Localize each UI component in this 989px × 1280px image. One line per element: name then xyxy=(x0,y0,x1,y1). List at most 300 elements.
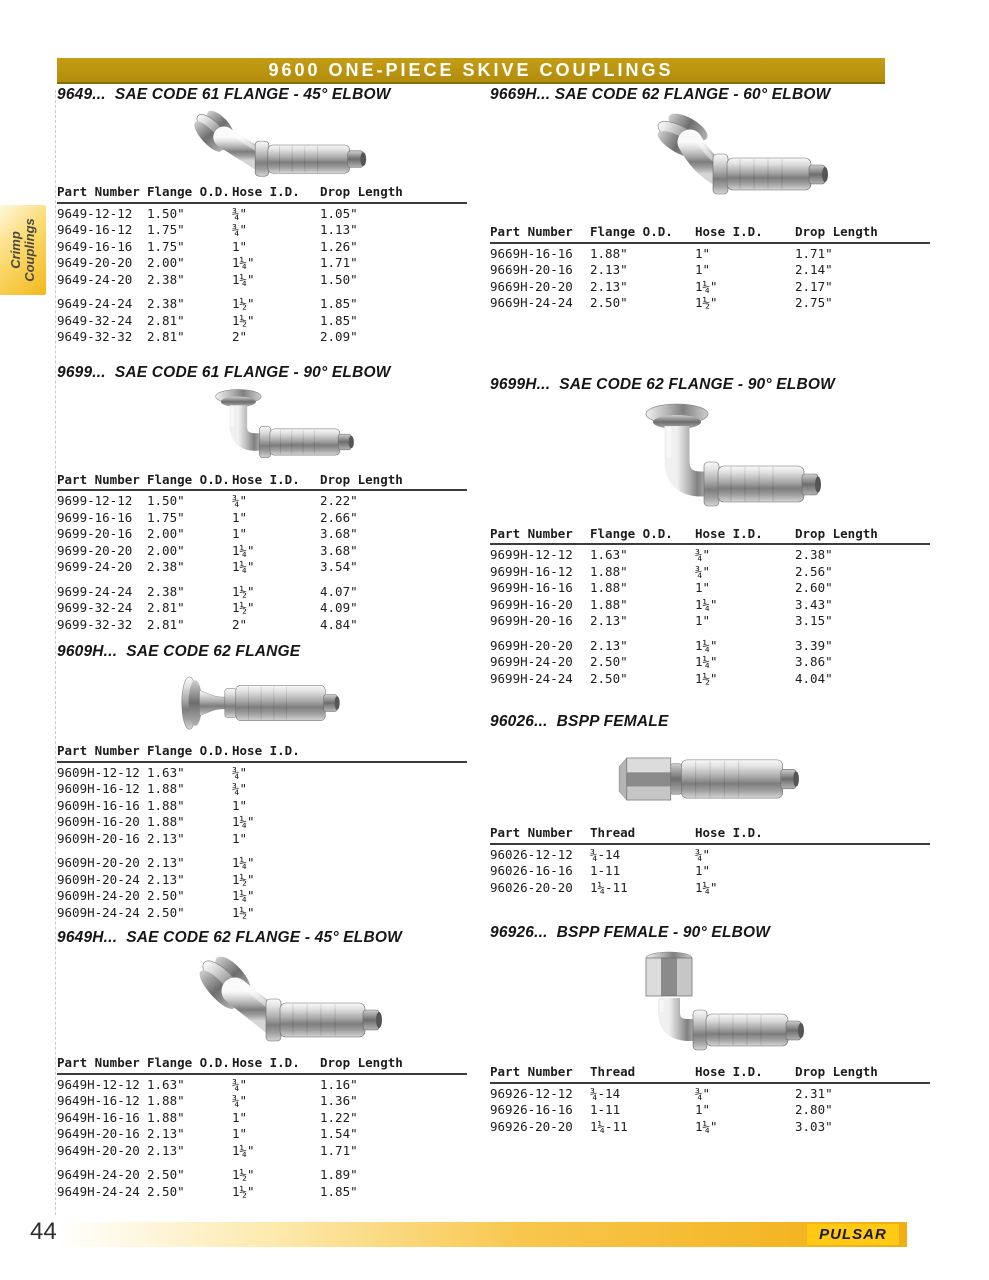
table-cell: 1¼-11 xyxy=(590,1118,628,1134)
table-cell: 1½" xyxy=(232,871,255,887)
section-9609H xyxy=(57,643,467,921)
section-title: 9699... SAE CODE 61 FLANGE - 90° ELBOW xyxy=(57,363,391,381)
section-9669H xyxy=(490,86,930,312)
table-cell: 2.38" xyxy=(795,547,833,562)
table-cell: 1.50" xyxy=(147,493,185,508)
column-header: Drop Length xyxy=(795,525,878,541)
table-cell: 9699H-16-12 xyxy=(490,563,573,579)
table-row xyxy=(490,547,930,564)
table-cell: 2.81" xyxy=(147,329,185,344)
section-96026 xyxy=(490,713,930,896)
table-row xyxy=(57,1184,467,1201)
table-cell: 1½" xyxy=(232,312,255,328)
column-header: Hose I.D. xyxy=(695,525,763,541)
table-cell: 1" xyxy=(695,580,711,595)
table-cell: 9649-32-32 xyxy=(57,329,133,344)
table-row xyxy=(57,584,467,601)
table-cell: 3.68" xyxy=(320,542,358,558)
table-cell: 9649-16-16 xyxy=(57,238,133,254)
column-header: Part Number xyxy=(57,1055,140,1070)
section-9699 xyxy=(57,364,467,634)
table-cell: 96926-12-12 xyxy=(490,1085,573,1101)
column-header: Hose I.D. xyxy=(232,743,300,758)
table-row xyxy=(57,255,467,272)
table-cell: 2.13" xyxy=(590,262,628,277)
table-cell: ¾" xyxy=(695,846,711,862)
table-cell: 9649H-20-16 xyxy=(57,1126,140,1141)
bspp-female-90-elbow-fitting-illustration xyxy=(585,946,835,1062)
table-cell: 2.50" xyxy=(147,1167,185,1182)
table-cell: 2" xyxy=(232,329,248,344)
table-row xyxy=(490,847,930,864)
table-cell: 2.50" xyxy=(147,1183,185,1199)
table-cell: 96026-16-16 xyxy=(490,863,573,878)
column-header: Thread xyxy=(590,1064,636,1079)
table-row xyxy=(57,798,467,815)
section-title: 9699H... SAE CODE 62 FLANGE - 90° ELBOW xyxy=(490,375,835,393)
table-cell: 1.71" xyxy=(795,245,833,261)
table-cell: ¾" xyxy=(695,1085,711,1101)
table-cell: 1½" xyxy=(695,295,718,310)
section-title: 9669H... SAE CODE 62 FLANGE - 60° ELBOW xyxy=(490,86,831,103)
spec-table-96926 xyxy=(490,1064,930,1135)
table-cell: 1" xyxy=(695,613,711,628)
table-cell: 1¼" xyxy=(695,1118,718,1134)
table-cell: 1" xyxy=(232,526,248,541)
table-cell: 2.14" xyxy=(795,262,833,277)
table-cell: 9699H-16-20 xyxy=(490,596,573,612)
table-cell: 2.00" xyxy=(147,526,185,541)
table-cell: 1.36" xyxy=(320,1093,358,1108)
table-cell: ¾" xyxy=(232,1076,248,1092)
table-cell: 9649-24-20 xyxy=(57,271,133,287)
table-cell: 1.88" xyxy=(590,596,628,612)
table-row xyxy=(490,671,930,688)
column-header: Part Number xyxy=(490,224,573,239)
bspp-female-fitting-illustration xyxy=(585,735,835,823)
table-cell: 9699-32-24 xyxy=(57,600,133,615)
table-cell: 1.75" xyxy=(147,238,185,254)
spec-table-96026 xyxy=(490,825,930,896)
table-row xyxy=(57,272,467,289)
table-cell: 9649H-16-16 xyxy=(57,1109,140,1125)
table-row xyxy=(57,313,467,330)
table-cell: 9669H-20-16 xyxy=(490,262,573,277)
table-cell: 2.66" xyxy=(320,509,358,525)
column-header: Part Number xyxy=(57,743,140,758)
table-cell: 1" xyxy=(695,245,711,261)
table-cell: 1.89" xyxy=(320,1167,358,1182)
table-cell: 1" xyxy=(695,262,711,277)
table-cell: 1¼" xyxy=(232,559,255,574)
column-header: Flange O.D. xyxy=(147,184,230,199)
table-row xyxy=(57,1077,467,1094)
table-cell: 1.63" xyxy=(147,764,185,780)
table-cell: 2.38" xyxy=(147,559,185,574)
column-header: Part Number xyxy=(57,184,140,199)
90-elbow-fitting-illustration xyxy=(585,398,835,524)
column-header: Part Number xyxy=(490,825,573,840)
section-title: 96026... BSPP FEMALE xyxy=(490,713,669,730)
section-9649 xyxy=(57,86,467,346)
table-cell: 1½" xyxy=(695,670,718,686)
table-row xyxy=(57,1143,467,1160)
section-96926 xyxy=(490,924,930,1135)
table-cell: 1¼" xyxy=(695,879,718,895)
table-row xyxy=(57,206,467,223)
table-cell: 1¼" xyxy=(695,278,718,294)
table-cell: 1¼" xyxy=(232,855,255,870)
column-header: Hose I.D. xyxy=(695,224,763,239)
section-9699H xyxy=(490,376,930,688)
table-cell: 9649-24-24 xyxy=(57,296,133,311)
table-row xyxy=(490,654,930,671)
table-row xyxy=(490,246,930,263)
table-cell: 4.07" xyxy=(320,583,358,599)
table-cell: 9669H-20-20 xyxy=(490,278,573,294)
table-row xyxy=(57,493,467,510)
table-cell: ¾" xyxy=(232,222,248,237)
table-cell: 96926-20-20 xyxy=(490,1118,573,1134)
pulsar-logo xyxy=(807,1224,899,1245)
table-cell: 1.88" xyxy=(590,580,628,595)
table-row xyxy=(57,617,467,634)
table-cell: 2.00" xyxy=(147,542,185,558)
table-header-row xyxy=(57,1055,467,1075)
table-row xyxy=(57,222,467,239)
spec-table-9649H xyxy=(57,1055,467,1200)
table-cell: 9699-12-12 xyxy=(57,493,133,508)
table-cell: 9649H-16-12 xyxy=(57,1093,140,1108)
table-row xyxy=(490,613,930,630)
table-cell: ¾" xyxy=(232,493,248,508)
section-title: 9609H... SAE CODE 62 FLANGE xyxy=(57,643,301,660)
table-cell: 2.81" xyxy=(147,600,185,615)
table-cell: 1.50" xyxy=(320,271,358,287)
table-cell: 2.50" xyxy=(590,295,628,310)
table-cell: 1" xyxy=(232,509,248,525)
table-cell: 9699H-12-12 xyxy=(490,547,573,562)
table-cell: 9649-20-20 xyxy=(57,255,133,270)
table-cell: 1.16" xyxy=(320,1076,358,1092)
table-cell: 1.88" xyxy=(147,1093,185,1108)
table-cell: 9669H-16-16 xyxy=(490,245,573,261)
table-cell: 1.22" xyxy=(320,1109,358,1125)
crimp-couplings-tab xyxy=(0,205,46,295)
left-column xyxy=(57,86,467,1200)
table-cell: 2.60" xyxy=(795,580,833,595)
table-cell: 9649-16-12 xyxy=(57,222,133,237)
table-cell: 2.81" xyxy=(147,616,185,632)
product-photo-45-elbow xyxy=(57,949,467,1053)
table-cell: 1.88" xyxy=(147,797,185,813)
table-cell: ¾" xyxy=(232,205,248,221)
product-photo-45-elbow xyxy=(57,106,467,182)
column-header: Flange O.D. xyxy=(147,743,230,758)
table-cell: 9609H-20-24 xyxy=(57,871,140,887)
table-cell: 3.03" xyxy=(795,1118,833,1134)
column-header: Drop Length xyxy=(320,1055,403,1070)
banner-title: 9600 ONE-PIECE SKIVE COUPLINGS xyxy=(268,59,674,80)
table-cell: 96926-16-16 xyxy=(490,1102,573,1117)
table-cell: 2.13" xyxy=(147,1142,185,1158)
table-cell: ¾-14 xyxy=(590,1085,621,1101)
column-header: Hose I.D. xyxy=(232,1055,300,1070)
table-row xyxy=(57,239,467,256)
table-cell: 9609H-24-20 xyxy=(57,888,140,903)
column-header: Flange O.D. xyxy=(147,471,230,487)
table-cell: 2.13" xyxy=(147,830,185,846)
table-cell: 1.88" xyxy=(147,1109,185,1125)
table-cell: 1½" xyxy=(232,904,255,920)
product-photo-90-elbow xyxy=(490,396,930,524)
column-header: Hose I.D. xyxy=(232,184,300,199)
table-cell: 9699H-16-16 xyxy=(490,580,573,595)
table-cell: 96026-20-20 xyxy=(490,879,573,895)
table-cell: 1.75" xyxy=(147,509,185,525)
table-row xyxy=(57,814,467,831)
table-row xyxy=(490,880,930,897)
table-cell: 1¼" xyxy=(232,271,255,287)
table-cell: 1.26" xyxy=(320,238,358,254)
table-cell: 2.13" xyxy=(590,278,628,294)
45-elbow-fitting-illustration xyxy=(137,951,387,1053)
table-cell: 1¼" xyxy=(695,596,718,612)
table-row xyxy=(57,559,467,576)
column-header: Part Number xyxy=(490,1064,573,1079)
footer-bar xyxy=(57,1222,907,1247)
45-elbow-fitting-illustration xyxy=(137,108,387,182)
table-row xyxy=(57,296,467,313)
table-row xyxy=(57,781,467,798)
table-cell: 1-11 xyxy=(590,1102,621,1117)
table-cell: 1.54" xyxy=(320,1126,358,1141)
product-photo-90-elbow xyxy=(57,384,467,470)
table-header-row xyxy=(57,743,467,763)
table-cell: 2.75" xyxy=(795,295,833,310)
table-cell: 2.13" xyxy=(147,871,185,887)
table-row xyxy=(57,329,467,346)
table-cell: 4.84" xyxy=(320,616,358,632)
table-cell: 1-11 xyxy=(590,863,621,878)
table-cell: 9609H-16-12 xyxy=(57,781,140,796)
table-cell: 2.38" xyxy=(147,583,185,599)
table-cell: 2.56" xyxy=(795,563,833,579)
table-cell: 2.38" xyxy=(147,296,185,311)
pulsar-logo-text: PULSAR xyxy=(819,1226,887,1243)
table-cell: ¾" xyxy=(695,563,711,579)
table-cell: 9649H-12-12 xyxy=(57,1076,140,1092)
spec-table-9699 xyxy=(57,472,467,634)
table-header-row xyxy=(57,184,467,204)
section-title: 9649H... SAE CODE 62 FLANGE - 45° ELBOW xyxy=(57,929,402,946)
table-header-row xyxy=(490,1064,930,1084)
table-cell: 9699-24-24 xyxy=(57,583,133,599)
table-cell: 9669H-24-24 xyxy=(490,295,573,310)
table-cell: 1.13" xyxy=(320,222,358,237)
table-cell: 9649H-24-20 xyxy=(57,1167,140,1182)
table-cell: 2" xyxy=(232,616,248,632)
table-row xyxy=(490,638,930,655)
table-cell: 1.05" xyxy=(320,205,358,221)
table-row xyxy=(57,543,467,560)
table-cell: 3.39" xyxy=(795,637,833,653)
table-cell: 1.88" xyxy=(147,814,185,829)
table-row xyxy=(57,888,467,905)
table-cell: 9699-20-16 xyxy=(57,526,133,541)
table-header-row xyxy=(490,825,930,845)
column-header: Drop Length xyxy=(320,184,403,199)
column-header: Flange O.D. xyxy=(590,525,673,541)
table-cell: 1.88" xyxy=(147,781,185,796)
content-columns xyxy=(57,86,932,1200)
table-cell: 9699H-24-24 xyxy=(490,670,573,686)
table-row xyxy=(57,872,467,889)
table-cell: 2.09" xyxy=(320,329,358,344)
table-cell: 1.85" xyxy=(320,1183,358,1199)
table-row xyxy=(57,855,467,872)
table-cell: 9609H-24-24 xyxy=(57,904,140,920)
column-header: Drop Length xyxy=(795,224,878,239)
product-photo-bspp-female xyxy=(490,733,930,823)
table-row xyxy=(490,262,930,279)
table-cell: 1.71" xyxy=(320,255,358,270)
table-cell: 2.50" xyxy=(147,888,185,903)
page-number: 44 xyxy=(30,1218,57,1245)
spec-table-9669H xyxy=(490,224,930,312)
spec-table-9609H xyxy=(57,743,467,921)
table-cell: 1½" xyxy=(232,1183,255,1199)
table-cell: 3.43" xyxy=(795,596,833,612)
table-row xyxy=(490,1102,930,1119)
table-header-row xyxy=(57,472,467,492)
table-cell: 1¼" xyxy=(232,814,255,829)
table-cell: 2.50" xyxy=(590,654,628,669)
table-cell: 9649-32-24 xyxy=(57,312,133,328)
table-cell: 9649H-20-20 xyxy=(57,1142,140,1158)
table-cell: 1½" xyxy=(232,583,255,599)
column-header: Part Number xyxy=(490,525,573,541)
table-cell: 9699-16-16 xyxy=(57,509,133,525)
table-cell: 1.63" xyxy=(590,547,628,562)
table-cell: 1" xyxy=(695,863,711,878)
table-cell: ¾" xyxy=(232,1093,248,1108)
table-cell: 9609H-16-20 xyxy=(57,814,140,829)
table-cell: 1.75" xyxy=(147,222,185,237)
table-cell: 3.15" xyxy=(795,613,833,628)
table-cell: 4.09" xyxy=(320,600,358,615)
table-cell: 9699H-24-20 xyxy=(490,654,573,669)
table-cell: 9699H-20-20 xyxy=(490,637,573,653)
table-cell: 1½" xyxy=(232,296,255,311)
table-cell: 9609H-12-12 xyxy=(57,764,140,780)
column-header: Flange O.D. xyxy=(147,1055,230,1070)
table-cell: ¾" xyxy=(232,764,248,780)
table-cell: 1" xyxy=(695,1102,711,1117)
section-title: 96926... BSPP FEMALE - 90° ELBOW xyxy=(490,924,771,941)
table-row xyxy=(490,597,930,614)
table-cell: 9649H-24-24 xyxy=(57,1183,140,1199)
table-row xyxy=(57,1126,467,1143)
section-title: 9649... SAE CODE 61 FLANGE - 45° ELBOW xyxy=(57,86,391,103)
table-cell: 1" xyxy=(232,1109,248,1125)
table-row xyxy=(490,863,930,880)
table-row xyxy=(57,831,467,848)
table-cell: 3.54" xyxy=(320,559,358,574)
table-row xyxy=(490,1086,930,1103)
table-header-row xyxy=(490,224,930,244)
table-cell: 9699-20-20 xyxy=(57,542,133,558)
section-banner xyxy=(57,58,885,84)
table-cell: 2.22" xyxy=(320,493,358,508)
table-row xyxy=(57,1167,467,1184)
table-cell: 1¼" xyxy=(695,654,718,669)
table-row xyxy=(490,279,930,296)
column-header: Flange O.D. xyxy=(590,224,673,239)
spec-table-9649 xyxy=(57,184,467,346)
section-9649H xyxy=(57,929,467,1200)
table-row xyxy=(490,295,930,312)
table-cell: 3.68" xyxy=(320,526,358,541)
table-header-row xyxy=(490,526,930,546)
90-elbow-fitting-illustration xyxy=(147,386,377,470)
table-cell: 1¼" xyxy=(695,637,718,653)
table-cell: 9699-24-20 xyxy=(57,559,133,574)
table-cell: 1¼" xyxy=(232,888,255,903)
table-cell: 1¼" xyxy=(232,1142,255,1158)
table-row xyxy=(57,1093,467,1110)
spec-table-9699H xyxy=(490,526,930,688)
column-header: Thread xyxy=(590,825,636,840)
column-header: Part Number xyxy=(57,471,140,487)
table-cell: 2.00" xyxy=(147,255,185,270)
table-cell: 9609H-16-16 xyxy=(57,797,140,813)
table-cell: 9699H-20-16 xyxy=(490,613,573,628)
table-cell: 2.80" xyxy=(795,1102,833,1117)
table-cell: 4.04" xyxy=(795,670,833,686)
column-header: Drop Length xyxy=(320,471,403,487)
table-cell: 9699-32-32 xyxy=(57,616,133,632)
table-cell: 1" xyxy=(232,1126,248,1141)
table-cell: 3.86" xyxy=(795,654,833,669)
table-cell: 1.85" xyxy=(320,296,358,311)
table-cell: ¾" xyxy=(232,781,248,796)
table-cell: 1.63" xyxy=(147,1076,185,1092)
table-cell: 1½" xyxy=(232,1167,255,1182)
table-cell: 1¼" xyxy=(232,255,255,270)
table-row xyxy=(490,1119,930,1136)
table-cell: 2.81" xyxy=(147,312,185,328)
table-row xyxy=(57,600,467,617)
right-column xyxy=(490,86,930,1200)
table-cell: 1.88" xyxy=(590,245,628,261)
table-cell: 2.31" xyxy=(795,1085,833,1101)
table-cell: 1" xyxy=(232,797,248,813)
product-photo-straight-flange xyxy=(57,663,467,741)
table-cell: 1¼-11 xyxy=(590,879,628,895)
table-row xyxy=(57,1110,467,1127)
table-cell: ¾" xyxy=(695,547,711,562)
table-cell: 1.85" xyxy=(320,312,358,328)
column-header: Hose I.D. xyxy=(695,1064,763,1079)
page-cut-line xyxy=(55,90,56,1215)
column-header: Hose I.D. xyxy=(232,471,300,487)
table-cell: 96026-12-12 xyxy=(490,846,573,862)
table-row xyxy=(490,564,930,581)
table-cell: 2.13" xyxy=(590,613,628,628)
table-row xyxy=(57,905,467,922)
table-cell: 1" xyxy=(232,238,248,254)
